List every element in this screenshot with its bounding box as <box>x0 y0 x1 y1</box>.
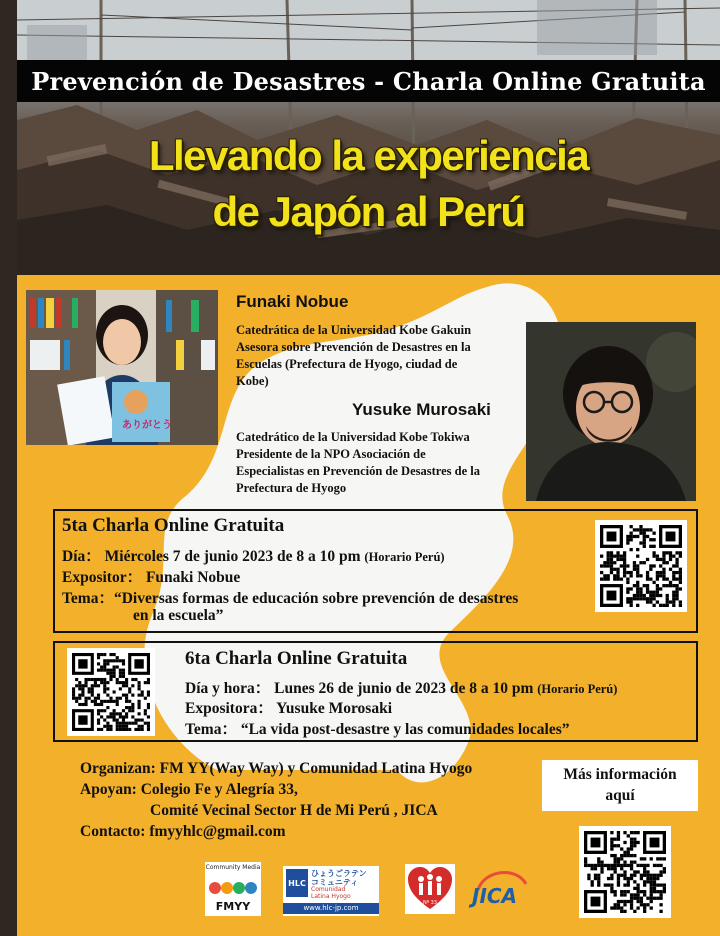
book-cover-text: ありがとう <box>122 420 172 431</box>
talk2-title: 6ta Charla Online Gratuita <box>185 648 408 669</box>
left-border <box>0 0 17 936</box>
organizers: Organizan: FM YY(Way Way) y Comunidad Latina Hyogo <box>80 760 473 777</box>
jica-logo: JICA <box>470 862 532 914</box>
speaker2-photo <box>526 322 696 501</box>
fmyy-logo: Community Media FMYY <box>205 862 261 916</box>
more-info-box: Más información aquí <box>542 760 698 811</box>
speaker1-photo <box>26 290 218 445</box>
speaker2-description: Catedrático de la Universidad Kobe Tokiwa Presidente de la NPO Asociación de Especialistas en Prevención de Desastres de la Prefectura de Hyogo <box>236 430 480 495</box>
hlc-logo: HLC ひょうごラテン コミュニティ Comunidad Latina Hyogo www.hlc-jp.com <box>283 866 379 916</box>
supporters: Apoyan: Colegio Fe y Alegría 33, <box>80 781 298 798</box>
supporters-cont: Comité Vecinal Sector H de Mi Perú , JICA <box>150 802 438 819</box>
talk2-qr-code[interactable] <box>67 648 155 736</box>
contact: Contacto: fmyyhlc@gmail.com <box>80 823 286 840</box>
headline-line1: Llevando la experiencia <box>148 132 589 179</box>
headline-line2: de Japón al Perú <box>212 188 525 235</box>
talk1-topic: Tema：“Diversas formas de educación sobre prevención de desastres <box>62 590 519 607</box>
talk2-topic: Tema： “La vida post-desastre y las comunidades locales” <box>185 721 570 738</box>
speaker1-description: Catedrática de la Universidad Kobe Gakuin Asesora sobre Prevención de Desastres en la Escuelas (Prefectura de Hyogo, ciudad de Kobe) <box>236 323 472 388</box>
more-info-qr-code[interactable] <box>579 826 671 918</box>
talk1-qr-code[interactable] <box>595 520 687 612</box>
talk1-date: Día： Miércoles 7 de junio 2023 de 8 a 10 pm (Horario Perú) <box>62 548 445 565</box>
talk2-date: Día y hora： Lunes 26 de junio de 2023 de 8 a 10 pm (Horario Perú) <box>185 680 618 697</box>
talk2-speaker: Expositora： Yusuke Morosaki <box>185 700 393 717</box>
speaker1-name: Funaki Nobue <box>236 292 349 311</box>
talk1-speaker: Expositor： Funaki Nobue <box>62 569 241 586</box>
talk1-topic-cont: en la escuela” <box>133 607 224 624</box>
talk1-title: 5ta Charla Online Gratuita <box>62 515 285 536</box>
fe-y-alegria-logo: Nº 33 <box>405 864 455 914</box>
speaker2-name: Yusuke Murosaki <box>352 400 491 419</box>
event-banner: Prevención de Desastres - Charla Online Gratuita <box>17 60 720 102</box>
